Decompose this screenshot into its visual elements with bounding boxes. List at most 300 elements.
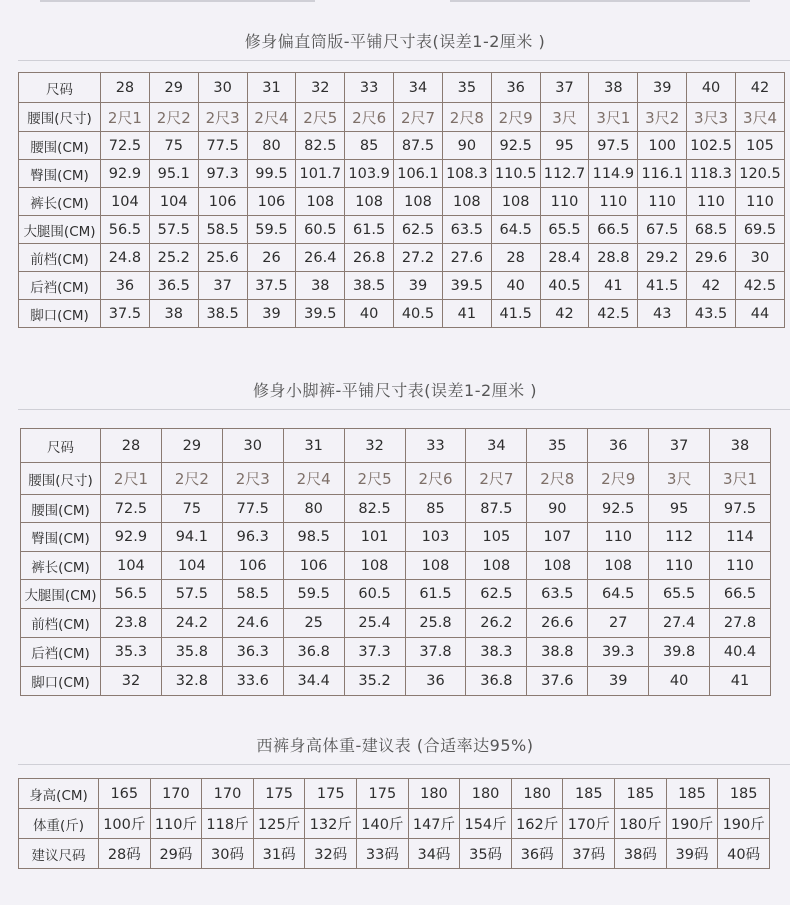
table-cell: 2尺8 bbox=[442, 103, 491, 132]
table-cell: 64.5 bbox=[491, 216, 540, 244]
table-cell: 61.5 bbox=[345, 216, 394, 244]
table-cell: 2尺2 bbox=[149, 103, 198, 132]
table-cell: 36 bbox=[588, 429, 649, 463]
table-cell: 165 bbox=[99, 779, 151, 809]
table-cell: 38 bbox=[589, 73, 638, 103]
table-cell: 44 bbox=[735, 300, 784, 328]
table-cell: 2尺2 bbox=[161, 463, 222, 495]
row-label: 后裆(CM) bbox=[19, 272, 101, 300]
table-cell: 37.5 bbox=[247, 272, 296, 300]
table-cell: 110 bbox=[687, 188, 736, 216]
table-row bbox=[21, 429, 771, 463]
table-cell: 40 bbox=[345, 300, 394, 328]
table-cell: 154斤 bbox=[460, 809, 512, 839]
table-cell: 36.3 bbox=[222, 638, 283, 667]
table-cell: 95.1 bbox=[149, 160, 198, 188]
table-row bbox=[19, 160, 785, 188]
table-cell: 175 bbox=[253, 779, 305, 809]
table-cell: 2尺3 bbox=[198, 103, 247, 132]
table-cell: 85 bbox=[405, 495, 466, 523]
size-table-straight bbox=[18, 72, 785, 328]
table-cell: 25.6 bbox=[198, 244, 247, 272]
table-cell: 33 bbox=[405, 429, 466, 463]
table-cell: 108 bbox=[394, 188, 443, 216]
table-cell: 41 bbox=[710, 667, 771, 696]
table-cell: 95 bbox=[649, 495, 710, 523]
table-cell: 3尺1 bbox=[589, 103, 638, 132]
table-cell: 38码 bbox=[615, 839, 667, 869]
table-cell: 28 bbox=[101, 73, 150, 103]
table-cell: 82.5 bbox=[296, 132, 345, 160]
table-cell: 101.7 bbox=[296, 160, 345, 188]
table-cell: 40.5 bbox=[394, 300, 443, 328]
table-cell: 2尺4 bbox=[247, 103, 296, 132]
table-cell: 30 bbox=[735, 244, 784, 272]
table-cell: 25 bbox=[283, 609, 344, 638]
table-cell: 102.5 bbox=[687, 132, 736, 160]
table-cell: 27.2 bbox=[394, 244, 443, 272]
table3-divider bbox=[18, 764, 790, 765]
table-cell: 72.5 bbox=[101, 132, 150, 160]
table-cell: 170 bbox=[150, 779, 202, 809]
table-cell: 36码 bbox=[511, 839, 563, 869]
table-cell: 98.5 bbox=[283, 523, 344, 552]
table-cell: 108 bbox=[442, 188, 491, 216]
row-label: 大腿围(CM) bbox=[21, 580, 101, 609]
table-cell: 96.3 bbox=[222, 523, 283, 552]
table-cell: 2尺1 bbox=[101, 463, 162, 495]
table-cell: 32码 bbox=[305, 839, 357, 869]
table-cell: 180斤 bbox=[615, 809, 667, 839]
table-row bbox=[19, 103, 785, 132]
row-label: 建议尺码 bbox=[19, 839, 99, 869]
table-cell: 41.5 bbox=[491, 300, 540, 328]
table-cell: 69.5 bbox=[735, 216, 784, 244]
table-cell: 114.9 bbox=[589, 160, 638, 188]
table-cell: 2尺6 bbox=[405, 463, 466, 495]
table-cell: 80 bbox=[247, 132, 296, 160]
table-cell: 37.3 bbox=[344, 638, 405, 667]
row-label: 后裆(CM) bbox=[21, 638, 101, 667]
table-cell: 40 bbox=[687, 73, 736, 103]
table-cell: 65.5 bbox=[540, 216, 589, 244]
table-cell: 97.5 bbox=[710, 495, 771, 523]
table-cell: 37 bbox=[198, 272, 247, 300]
table-cell: 104 bbox=[149, 188, 198, 216]
row-label: 裤长(CM) bbox=[21, 552, 101, 580]
table-cell: 3尺 bbox=[649, 463, 710, 495]
table-cell: 110斤 bbox=[150, 809, 202, 839]
row-label: 前档(CM) bbox=[21, 609, 101, 638]
table-cell: 38.5 bbox=[198, 300, 247, 328]
table-cell: 39码 bbox=[666, 839, 718, 869]
table-cell: 33.6 bbox=[222, 667, 283, 696]
table-row bbox=[21, 638, 771, 667]
table-cell: 24.6 bbox=[222, 609, 283, 638]
table-cell: 25.4 bbox=[344, 609, 405, 638]
table-cell: 38.8 bbox=[527, 638, 588, 667]
table1-divider bbox=[18, 60, 790, 61]
table-cell: 103 bbox=[405, 523, 466, 552]
table-cell: 108 bbox=[491, 188, 540, 216]
table-cell: 2尺8 bbox=[527, 463, 588, 495]
table-cell: 95 bbox=[540, 132, 589, 160]
table-cell: 39 bbox=[588, 667, 649, 696]
table-cell: 41 bbox=[589, 272, 638, 300]
table-cell: 26.4 bbox=[296, 244, 345, 272]
table-cell: 32 bbox=[296, 73, 345, 103]
table-cell: 97.5 bbox=[589, 132, 638, 160]
top-divider-right bbox=[450, 0, 750, 2]
table-cell: 27.4 bbox=[649, 609, 710, 638]
table-cell: 65.5 bbox=[649, 580, 710, 609]
table-cell: 26.2 bbox=[466, 609, 527, 638]
table-cell: 56.5 bbox=[101, 580, 162, 609]
table-cell: 39.5 bbox=[296, 300, 345, 328]
table-cell: 30码 bbox=[202, 839, 254, 869]
table-cell: 25.8 bbox=[405, 609, 466, 638]
table-cell: 108 bbox=[527, 552, 588, 580]
table-cell: 60.5 bbox=[344, 580, 405, 609]
table-cell: 3尺2 bbox=[638, 103, 687, 132]
table-cell: 75 bbox=[149, 132, 198, 160]
table-cell: 66.5 bbox=[710, 580, 771, 609]
table-cell: 28.8 bbox=[589, 244, 638, 272]
table-cell: 35.8 bbox=[161, 638, 222, 667]
table-cell: 29码 bbox=[150, 839, 202, 869]
table-cell: 105 bbox=[466, 523, 527, 552]
table-cell: 110.5 bbox=[491, 160, 540, 188]
table-cell: 39.3 bbox=[588, 638, 649, 667]
table-cell: 35.3 bbox=[101, 638, 162, 667]
table-cell: 75 bbox=[161, 495, 222, 523]
table-cell: 68.5 bbox=[687, 216, 736, 244]
table-cell: 38.3 bbox=[466, 638, 527, 667]
table-row bbox=[19, 809, 770, 839]
row-label: 腰围(尺寸) bbox=[21, 463, 101, 495]
table-cell: 92.5 bbox=[491, 132, 540, 160]
table-cell: 36.8 bbox=[283, 638, 344, 667]
table-cell: 42.5 bbox=[589, 300, 638, 328]
table-cell: 105 bbox=[735, 132, 784, 160]
table-cell: 39 bbox=[638, 73, 687, 103]
table-cell: 90 bbox=[527, 495, 588, 523]
table-cell: 40.5 bbox=[540, 272, 589, 300]
table-cell: 110 bbox=[589, 188, 638, 216]
row-label: 裤长(CM) bbox=[19, 188, 101, 216]
table-cell: 33 bbox=[345, 73, 394, 103]
table-cell: 112 bbox=[649, 523, 710, 552]
table-cell: 114 bbox=[710, 523, 771, 552]
table-row bbox=[21, 523, 771, 552]
table-cell: 100斤 bbox=[99, 809, 151, 839]
table-cell: 147斤 bbox=[408, 809, 460, 839]
table-cell: 63.5 bbox=[527, 580, 588, 609]
table-row bbox=[21, 580, 771, 609]
table-cell: 108 bbox=[466, 552, 527, 580]
table-cell: 37码 bbox=[563, 839, 615, 869]
table-cell: 59.5 bbox=[283, 580, 344, 609]
table-cell: 23.8 bbox=[101, 609, 162, 638]
table-cell: 37.5 bbox=[101, 300, 150, 328]
table-cell: 140斤 bbox=[357, 809, 409, 839]
top-divider-left bbox=[40, 0, 315, 2]
table-row bbox=[21, 463, 771, 495]
table-row bbox=[19, 300, 785, 328]
table-cell: 106 bbox=[283, 552, 344, 580]
table-cell: 33码 bbox=[357, 839, 409, 869]
table-row bbox=[19, 244, 785, 272]
table-cell: 42 bbox=[687, 272, 736, 300]
table-cell: 27 bbox=[588, 609, 649, 638]
table-cell: 34.4 bbox=[283, 667, 344, 696]
row-label: 腰围(尺寸) bbox=[19, 103, 101, 132]
table-cell: 106.1 bbox=[394, 160, 443, 188]
table-cell: 99.5 bbox=[247, 160, 296, 188]
table-cell: 34 bbox=[394, 73, 443, 103]
table-cell: 34码 bbox=[408, 839, 460, 869]
table-cell: 110 bbox=[540, 188, 589, 216]
table-cell: 42 bbox=[735, 73, 784, 103]
table-cell: 28 bbox=[491, 244, 540, 272]
table-row bbox=[19, 73, 785, 103]
table-cell: 39.5 bbox=[442, 272, 491, 300]
table-cell: 112.7 bbox=[540, 160, 589, 188]
table-row bbox=[19, 779, 770, 809]
table-row bbox=[21, 552, 771, 580]
table-cell: 104 bbox=[101, 188, 150, 216]
table-cell: 26.8 bbox=[345, 244, 394, 272]
table-cell: 36 bbox=[101, 272, 150, 300]
table-cell: 106 bbox=[222, 552, 283, 580]
table-cell: 101 bbox=[344, 523, 405, 552]
table-cell: 38 bbox=[149, 300, 198, 328]
table-cell: 92.5 bbox=[588, 495, 649, 523]
table-cell: 106 bbox=[198, 188, 247, 216]
table-cell: 106 bbox=[247, 188, 296, 216]
table-cell: 2尺4 bbox=[283, 463, 344, 495]
row-label: 脚口(CM) bbox=[19, 300, 101, 328]
table-cell: 110 bbox=[735, 188, 784, 216]
table-cell: 118.3 bbox=[687, 160, 736, 188]
size-table-slim bbox=[20, 428, 771, 696]
table-row bbox=[21, 609, 771, 638]
table-cell: 97.3 bbox=[198, 160, 247, 188]
table3-title: 西裤身高体重-建议表 (合适率达95%) bbox=[256, 736, 534, 755]
table-cell: 2尺6 bbox=[345, 103, 394, 132]
table-cell: 2尺9 bbox=[491, 103, 540, 132]
table-cell: 37.6 bbox=[527, 667, 588, 696]
table-cell: 90 bbox=[442, 132, 491, 160]
table-cell: 37.8 bbox=[405, 638, 466, 667]
row-label: 身高(CM) bbox=[19, 779, 99, 809]
table-cell: 43 bbox=[638, 300, 687, 328]
table-cell: 35.2 bbox=[344, 667, 405, 696]
table-row bbox=[19, 132, 785, 160]
table-cell: 185 bbox=[615, 779, 667, 809]
table-cell: 36.5 bbox=[149, 272, 198, 300]
table-cell: 180 bbox=[460, 779, 512, 809]
table-row bbox=[19, 188, 785, 216]
table-cell: 24.2 bbox=[161, 609, 222, 638]
table-cell: 61.5 bbox=[405, 580, 466, 609]
table-cell: 62.5 bbox=[394, 216, 443, 244]
row-label: 臀围(CM) bbox=[19, 160, 101, 188]
row-label: 尺码 bbox=[19, 73, 101, 103]
table-cell: 59.5 bbox=[247, 216, 296, 244]
table-cell: 110 bbox=[649, 552, 710, 580]
table-cell: 38 bbox=[710, 429, 771, 463]
table-cell: 32 bbox=[344, 429, 405, 463]
table-cell: 180 bbox=[511, 779, 563, 809]
table2-title: 修身小脚裤-平铺尺寸表(误差1-2厘米 ) bbox=[253, 381, 537, 400]
table-cell: 62.5 bbox=[466, 580, 527, 609]
table-cell: 3尺4 bbox=[735, 103, 784, 132]
row-label: 腰围(CM) bbox=[21, 495, 101, 523]
table-cell: 38 bbox=[296, 272, 345, 300]
table-cell: 2尺9 bbox=[588, 463, 649, 495]
table-cell: 39 bbox=[394, 272, 443, 300]
table-row bbox=[19, 216, 785, 244]
table-cell: 58.5 bbox=[198, 216, 247, 244]
row-label: 臀围(CM) bbox=[21, 523, 101, 552]
table-cell: 42 bbox=[540, 300, 589, 328]
table-cell: 67.5 bbox=[638, 216, 687, 244]
table-cell: 110 bbox=[710, 552, 771, 580]
table-cell: 28码 bbox=[99, 839, 151, 869]
table-cell: 30 bbox=[198, 73, 247, 103]
table-cell: 2尺3 bbox=[222, 463, 283, 495]
table-cell: 27.8 bbox=[710, 609, 771, 638]
table-row bbox=[19, 272, 785, 300]
table-cell: 57.5 bbox=[161, 580, 222, 609]
table-cell: 180 bbox=[408, 779, 460, 809]
table-cell: 64.5 bbox=[588, 580, 649, 609]
table-cell: 170 bbox=[202, 779, 254, 809]
table-cell: 31码 bbox=[253, 839, 305, 869]
table-cell: 39 bbox=[247, 300, 296, 328]
table-cell: 41 bbox=[442, 300, 491, 328]
table-cell: 32 bbox=[101, 667, 162, 696]
table-cell: 63.5 bbox=[442, 216, 491, 244]
table-cell: 31 bbox=[247, 73, 296, 103]
table-cell: 104 bbox=[161, 552, 222, 580]
table-cell: 175 bbox=[357, 779, 409, 809]
table-cell: 43.5 bbox=[687, 300, 736, 328]
table-cell: 26.6 bbox=[527, 609, 588, 638]
row-label: 大腿围(CM) bbox=[19, 216, 101, 244]
table-cell: 103.9 bbox=[345, 160, 394, 188]
table-cell: 77.5 bbox=[198, 132, 247, 160]
table-cell: 104 bbox=[101, 552, 162, 580]
table-cell: 32.8 bbox=[161, 667, 222, 696]
table-cell: 185 bbox=[666, 779, 718, 809]
table-cell: 60.5 bbox=[296, 216, 345, 244]
table-cell: 3尺 bbox=[540, 103, 589, 132]
table-cell: 87.5 bbox=[394, 132, 443, 160]
table-cell: 2尺1 bbox=[101, 103, 150, 132]
table-cell: 3尺3 bbox=[687, 103, 736, 132]
table-cell: 185 bbox=[718, 779, 770, 809]
table-cell: 29 bbox=[161, 429, 222, 463]
table-cell: 100 bbox=[638, 132, 687, 160]
table-cell: 92.9 bbox=[101, 523, 162, 552]
table-cell: 110 bbox=[588, 523, 649, 552]
table-cell: 170斤 bbox=[563, 809, 615, 839]
row-label: 前档(CM) bbox=[19, 244, 101, 272]
table-cell: 29 bbox=[149, 73, 198, 103]
table-cell: 24.8 bbox=[101, 244, 150, 272]
table-cell: 29.6 bbox=[687, 244, 736, 272]
table-cell: 132斤 bbox=[305, 809, 357, 839]
table-cell: 28.4 bbox=[540, 244, 589, 272]
table1-title: 修身偏直筒版-平铺尺寸表(误差1-2厘米 ) bbox=[244, 32, 546, 51]
table-cell: 77.5 bbox=[222, 495, 283, 523]
table-cell: 87.5 bbox=[466, 495, 527, 523]
table-cell: 41.5 bbox=[638, 272, 687, 300]
table-cell: 108 bbox=[405, 552, 466, 580]
table-cell: 94.1 bbox=[161, 523, 222, 552]
table-cell: 36.8 bbox=[466, 667, 527, 696]
table-row bbox=[21, 495, 771, 523]
table-cell: 58.5 bbox=[222, 580, 283, 609]
table-cell: 34 bbox=[466, 429, 527, 463]
table-cell: 110 bbox=[638, 188, 687, 216]
table-row bbox=[19, 839, 770, 869]
table-cell: 85 bbox=[345, 132, 394, 160]
table-cell: 38.5 bbox=[345, 272, 394, 300]
table-cell: 36 bbox=[491, 73, 540, 103]
table-cell: 30 bbox=[222, 429, 283, 463]
table-cell: 40 bbox=[649, 667, 710, 696]
table-cell: 66.5 bbox=[589, 216, 638, 244]
table-cell: 108 bbox=[296, 188, 345, 216]
table-cell: 118斤 bbox=[202, 809, 254, 839]
table-cell: 125斤 bbox=[253, 809, 305, 839]
table-cell: 40.4 bbox=[710, 638, 771, 667]
table-cell: 190斤 bbox=[666, 809, 718, 839]
table-cell: 36 bbox=[405, 667, 466, 696]
table-cell: 2尺7 bbox=[466, 463, 527, 495]
table-cell: 108 bbox=[344, 552, 405, 580]
table-cell: 27.6 bbox=[442, 244, 491, 272]
table-cell: 35码 bbox=[460, 839, 512, 869]
table-cell: 37 bbox=[649, 429, 710, 463]
table-cell: 92.9 bbox=[101, 160, 150, 188]
row-label: 体重(斤) bbox=[19, 809, 99, 839]
table-cell: 35 bbox=[527, 429, 588, 463]
table-cell: 162斤 bbox=[511, 809, 563, 839]
table-cell: 116.1 bbox=[638, 160, 687, 188]
table-cell: 40 bbox=[491, 272, 540, 300]
table-row bbox=[21, 667, 771, 696]
table-cell: 2尺5 bbox=[296, 103, 345, 132]
table-cell: 108.3 bbox=[442, 160, 491, 188]
table-cell: 3尺1 bbox=[710, 463, 771, 495]
table-cell: 29.2 bbox=[638, 244, 687, 272]
table-cell: 2尺7 bbox=[394, 103, 443, 132]
table-cell: 26 bbox=[247, 244, 296, 272]
row-label: 脚口(CM) bbox=[21, 667, 101, 696]
table-cell: 82.5 bbox=[344, 495, 405, 523]
table-cell: 56.5 bbox=[101, 216, 150, 244]
table-cell: 37 bbox=[540, 73, 589, 103]
table-cell: 108 bbox=[588, 552, 649, 580]
table-cell: 108 bbox=[345, 188, 394, 216]
table-cell: 80 bbox=[283, 495, 344, 523]
table-cell: 2尺5 bbox=[344, 463, 405, 495]
table-cell: 107 bbox=[527, 523, 588, 552]
